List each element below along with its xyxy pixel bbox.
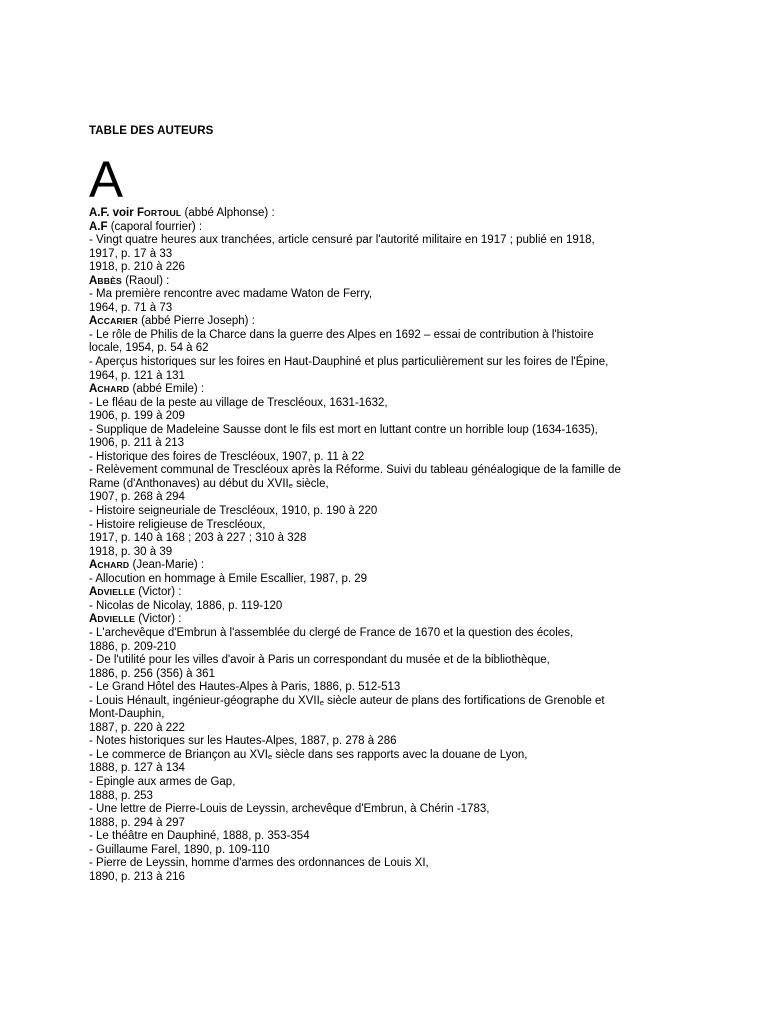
author-surname: ORTOUL [143, 208, 182, 218]
author-surname: CHARD [97, 560, 130, 571]
article-line: - Le théâtre en Dauphiné, 1888, p. 353-354 [89, 830, 310, 843]
article-line [89, 749, 689, 763]
author-given-name: (Victor) : [135, 586, 182, 599]
article-line: 1918, p. 210 à 226 [89, 261, 185, 274]
article-line: locale, 1954, p. 54 à 62 [89, 342, 209, 355]
article-line: - Supplique de Madeleine Sausse dont le fils est mort en luttant contre un horrible loup (1634-1635), [89, 423, 598, 436]
author-given-name: (Jean-Marie) : [129, 559, 205, 572]
author-given-name: (Raoul) : [122, 274, 170, 287]
article-line: 1964, p. 121 à 131 [89, 369, 185, 382]
article-line: - Une lettre de Pierre-Louis de Leyssin, archevêque d'Embrun, à Chérin -1783, [89, 803, 490, 816]
article-line: 1888, p. 127 à 134 [89, 762, 185, 775]
century-superscript: e [267, 751, 273, 761]
author-index-list [89, 207, 689, 884]
author-surname: A.F [89, 220, 108, 233]
article-line: 1887, p. 220 à 222 [89, 721, 185, 734]
century-superscript: e [319, 697, 324, 707]
author-surname: DVIELLE [97, 587, 136, 598]
article-line: - Historique des foires de Trescléoux, 1907, p. 11 à 22 [89, 450, 365, 463]
article-line: - Epingle aux armes de Gap, [89, 775, 236, 788]
author-given-name: (abbé Alphonse) : [181, 207, 275, 219]
article-line: 1890, p. 213 à 216 [89, 870, 185, 883]
article-line: - Notes historiques sur les Hautes-Alpes, 1887, p. 278 à 286 [89, 735, 397, 748]
author-surname-initial: A [89, 613, 98, 626]
article-line: 1907, p. 268 à 294 [89, 491, 185, 504]
article-line: - Le fléau de la peste au village de Trescléoux, 1631-1632, [89, 396, 388, 409]
author-given-name: (abbé Emile) : [129, 383, 205, 396]
author-prefix: A.F. voir [89, 207, 137, 219]
article-line: - Le Grand Hôtel des Hautes-Alpes à Paris, 1886, p. 512-513 [89, 681, 401, 694]
author-entry [89, 207, 689, 221]
article-line: 1906, p. 211 à 213 [89, 437, 185, 450]
article-line: 1888, p. 253 [89, 789, 153, 802]
article-line: - L'archevêque d'Embrun à l'assemblée du clergé de France de 1670 et la question des écoles, [89, 626, 574, 639]
article-text: siècle dans ses rapports avec la douane de Lyon, [272, 748, 528, 761]
author-entry [89, 315, 689, 329]
article-line: 1917, p. 140 à 168 ; 203 à 227 ; 310 à 328 [89, 532, 307, 545]
article-line: - Pierre de Leyssin, homme d'armes des ordonnances de Louis XI, [89, 857, 429, 870]
article-line: - De l'utilité pour les villes d'avoir à Paris un correspondant du musée et de la bibliothèque, [89, 654, 550, 667]
article-line [89, 478, 689, 492]
article-text: siècle auteur de plans des fortifications de Grenoble et [323, 694, 605, 707]
article-line: - Allocution en hommage à Emile Escallier, 1987, p. 29 [89, 572, 368, 585]
author-entry [89, 586, 689, 600]
author-surname-initial: A [89, 383, 98, 396]
article-line [89, 695, 689, 709]
author-given-name: (Victor) : [135, 613, 182, 626]
article-line: 1917, p. 17 à 33 [89, 247, 173, 260]
author-entry [89, 221, 689, 235]
article-line: - Histoire seigneuriale de Trescléoux, 1910, p. 190 à 220 [89, 505, 378, 518]
author-entry [89, 383, 689, 397]
author-given-name: (abbé Pierre Joseph) : [137, 315, 255, 328]
article-line: - Vingt quatre heures aux tranchées, article censuré par l'autorité militaire en 1917 ; publié en 1918, [89, 234, 595, 247]
article-line: Mont-Dauphin, [89, 708, 165, 721]
author-surname: DVIELLE [97, 614, 136, 625]
article-text: Rame (d'Anthonaves) au début du XVII [89, 477, 289, 490]
article-line: - Histoire religieuse de Trescléoux, [89, 518, 266, 531]
article-line: - Relèvement communal de Trescléoux après la Réforme. Suivi du tableau généalogique de la famille de [89, 464, 621, 477]
article-line: 1906, p. 199 à 209 [89, 410, 185, 423]
article-line: - Aperçus historiques sur les foires en Haut-Dauphiné et plus particulièrement sur les foires de l'Épine, [89, 356, 609, 369]
author-entry [89, 613, 689, 627]
author-given-name: (caporal fourrier) : [107, 220, 203, 233]
author-entry [89, 559, 689, 573]
author-surname-initial: F [136, 207, 144, 219]
article-line: 1918, p. 30 à 39 [89, 545, 173, 558]
article-line: 1886, p. 256 (356) à 361 [89, 667, 215, 680]
article-text: siècle, [292, 477, 329, 490]
author-surname-initial: A [89, 559, 98, 572]
author-surname: CCARIER [97, 316, 138, 327]
author-surname-initial: A [89, 586, 98, 599]
author-surname: CHARD [97, 384, 130, 395]
article-text: - Le commerce de Briançon au XVI [89, 748, 268, 761]
article-line: 1964, p. 71 à 73 [89, 301, 173, 314]
alphabet-letter: A [89, 151, 124, 208]
author-surname-initial: A [89, 315, 98, 328]
article-line: - Guillaume Farel, 1890, p. 109-110 [89, 843, 270, 856]
article-line: 1886, p. 209-210 [89, 640, 176, 653]
article-text: - Louis Hénault, ingénieur-géographe du XVII [89, 694, 320, 707]
article-line: - Ma première rencontre avec madame Waton de Ferry, [89, 288, 373, 301]
author-entry [89, 275, 689, 289]
article-line: 1888, p. 294 à 297 [89, 816, 185, 829]
section-heading: TABLE DES AUTEURS [89, 125, 214, 137]
article-line: - Nicolas de Nicolay, 1886, p. 119-120 [89, 599, 283, 612]
article-line: - Le rôle de Philis de la Charce dans la guerre des Alpes en 1692 – essai de contribution à l'histoire [89, 328, 594, 341]
author-surname-initial: A [89, 274, 98, 287]
century-superscript: e [288, 480, 293, 490]
author-surname: BBÈS [97, 275, 122, 286]
